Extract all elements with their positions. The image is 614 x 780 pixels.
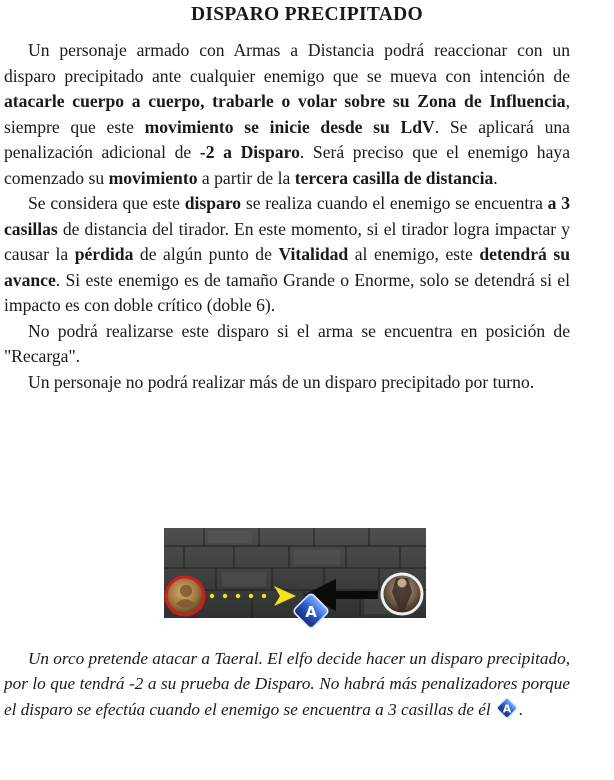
bold-run: tercera casilla de distancia bbox=[294, 167, 494, 188]
text-run: . bbox=[493, 167, 498, 188]
text-run: de distancia del tirador. En este momento, si el tirador logra impactar y causar la bbox=[4, 218, 570, 264]
bold-run: movimiento bbox=[108, 167, 198, 188]
text-run: . Se aplicará una penalización adicional de bbox=[4, 116, 570, 162]
bold-run: disparo bbox=[184, 193, 242, 213]
bold-run: pérdida bbox=[74, 244, 134, 264]
figure-caption bbox=[4, 646, 570, 722]
paragraph-shot-timing bbox=[4, 191, 570, 319]
bold-run: Vitalidad bbox=[278, 244, 349, 264]
rules-body bbox=[4, 38, 570, 395]
text-run: se realiza cuando el enemigo se encuentra bbox=[241, 193, 548, 213]
example-figure bbox=[164, 528, 426, 621]
badge-letter: A bbox=[305, 603, 317, 621]
board-illustration bbox=[164, 528, 426, 621]
caption-text: Un orco pretende atacar a Taeral. El elfo decide hacer un disparo precipitado, por lo que tendrá -2 a su prueba de Disparo. No habrá más penalizadores porque el disparo se efectúa cuando el enemigo se encuentra a 3 casillas de él bbox=[4, 649, 570, 719]
caption-end: . bbox=[519, 700, 524, 719]
text-run: , siempre que este bbox=[4, 91, 570, 137]
orc-token bbox=[166, 577, 204, 615]
inline-badge-letter: A bbox=[502, 702, 512, 716]
text-run: . Será preciso que el enemigo haya comenzado su bbox=[4, 142, 571, 188]
bold-run: a 3 casillas bbox=[4, 193, 571, 239]
section-title: DISPARO PRECIPITADO bbox=[191, 4, 423, 25]
inline-badge-icon bbox=[495, 696, 519, 720]
text-run: Se considera que este bbox=[28, 193, 185, 213]
elf-token bbox=[382, 574, 422, 614]
paragraph-reload-restriction: No podrá realizarse este disparo si el arma se encuentra en posición de "Recarga". bbox=[4, 320, 570, 366]
text-run: a partir de la bbox=[197, 167, 295, 188]
text-run: de algún punto de bbox=[133, 244, 279, 264]
text-run: . Si este enemigo es de tamaño Grande o Enorme, solo se detendrá si el impacto es con doble crítico (doble 6). bbox=[4, 269, 570, 315]
bold-run: -2 a Disparo bbox=[199, 142, 300, 162]
paragraph-reaction-rule bbox=[4, 38, 570, 191]
bold-run: atacarle cuerpo a cuerpo, trabarle o volar sobre su Zona de Influencia bbox=[4, 91, 566, 111]
text-run: al enemigo, este bbox=[348, 244, 480, 264]
paragraph-once-per-turn: Un personaje no podrá realizar más de un disparo precipitado por turno. bbox=[28, 371, 535, 392]
bold-run: detendrá su avance bbox=[4, 244, 570, 290]
bold-run: movimiento se inicie desde su LdV bbox=[144, 116, 435, 137]
text-run: Un personaje armado con Armas a Distancia podrá reaccionar con un disparo precipitado ante cualquier enemigo que se mueva con intención de bbox=[4, 40, 570, 86]
